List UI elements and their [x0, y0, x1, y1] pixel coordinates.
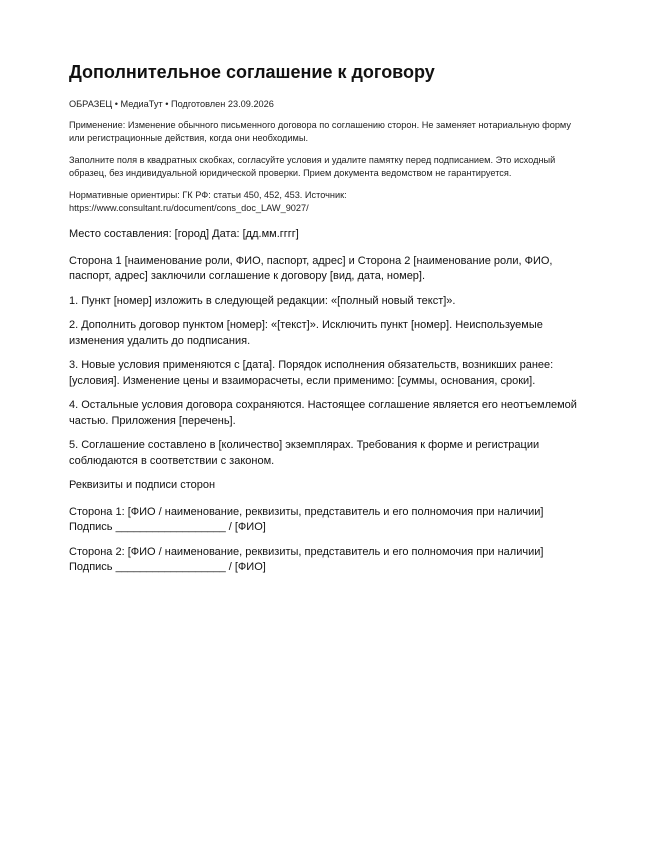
clause-5: 5. Соглашение составлено в [количество] экземплярах. Требования к форме и регистрации соблюдаются в соответствии с законом. [69, 439, 540, 467]
clause-3: 3. Новые условия применяются с [дата]. Порядок исполнения обязательств, возникших ранее: [условия]. Изменение цены и взаиморасчеты, если применимо: [суммы, основания, сроки]. [69, 359, 554, 387]
party-2-signature-line: Подпись __________________ / [ФИО] [69, 561, 266, 573]
party-1-signature-line: Подпись __________________ / [ФИО] [69, 521, 266, 533]
party-2-block [69, 545, 588, 576]
party-2-details: Сторона 2: [ФИО / наименование, реквизиты, представитель и его полномочия при наличии] [69, 545, 544, 558]
fill-instructions-note: Заполните поля в квадратных скобках, согласуйте условия и удалите памятку перед подписанием. Это исходный образец, без индивидуальной юридической проверки. Прием документа ведомством не гарантируется. [69, 155, 556, 178]
preamble-paragraph: Сторона 1 [наименование роли, ФИО, паспорт, адрес] и Сторона 2 [наименование роли, ФИО, паспорт, адрес] заключили соглашение к договору [вид, дата, номер]. [69, 254, 553, 282]
party-1-details: Сторона 1: [ФИО / наименование, реквизиты, представитель и его полномочия при наличии] [69, 505, 544, 518]
usage-note: Применение: Изменение обычного письменного договора по соглашению сторон. Не заменяет нотариальную форму или регистрационные действия, когда они необходимы. [69, 120, 571, 143]
place-date-line: Место составления: [город] Дата: [дд.мм.гггг] [69, 228, 299, 240]
clause-2: 2. Дополнить договор пунктом [номер]: «[текст]». Исключить пункт [номер]. Неиспользуемые изменения удалить до подписания. [69, 319, 543, 347]
document-meta: ОБРАЗЕЦ • МедиаТут • Подготовлен 23.09.2026 [69, 99, 274, 109]
clause-4: 4. Остальные условия договора сохраняются. Настоящее соглашение является его неотъемлемой частью. Приложения [перечень]. [69, 399, 577, 427]
signatures-heading: Реквизиты и подписи сторон [69, 479, 216, 491]
clause-1: 1. Пункт [номер] изложить в следующей редакции: «[полный новый текст]». [69, 294, 456, 307]
party-1-block [69, 505, 588, 536]
document-title: Дополнительное соглашение к договору [69, 62, 435, 82]
legal-references-note: Нормативные ориентиры: ГК РФ: статьи 450, 452, 453. Источник: https://www.consultant.ru/document/cons_doc_LAW_9027/ [69, 190, 347, 213]
